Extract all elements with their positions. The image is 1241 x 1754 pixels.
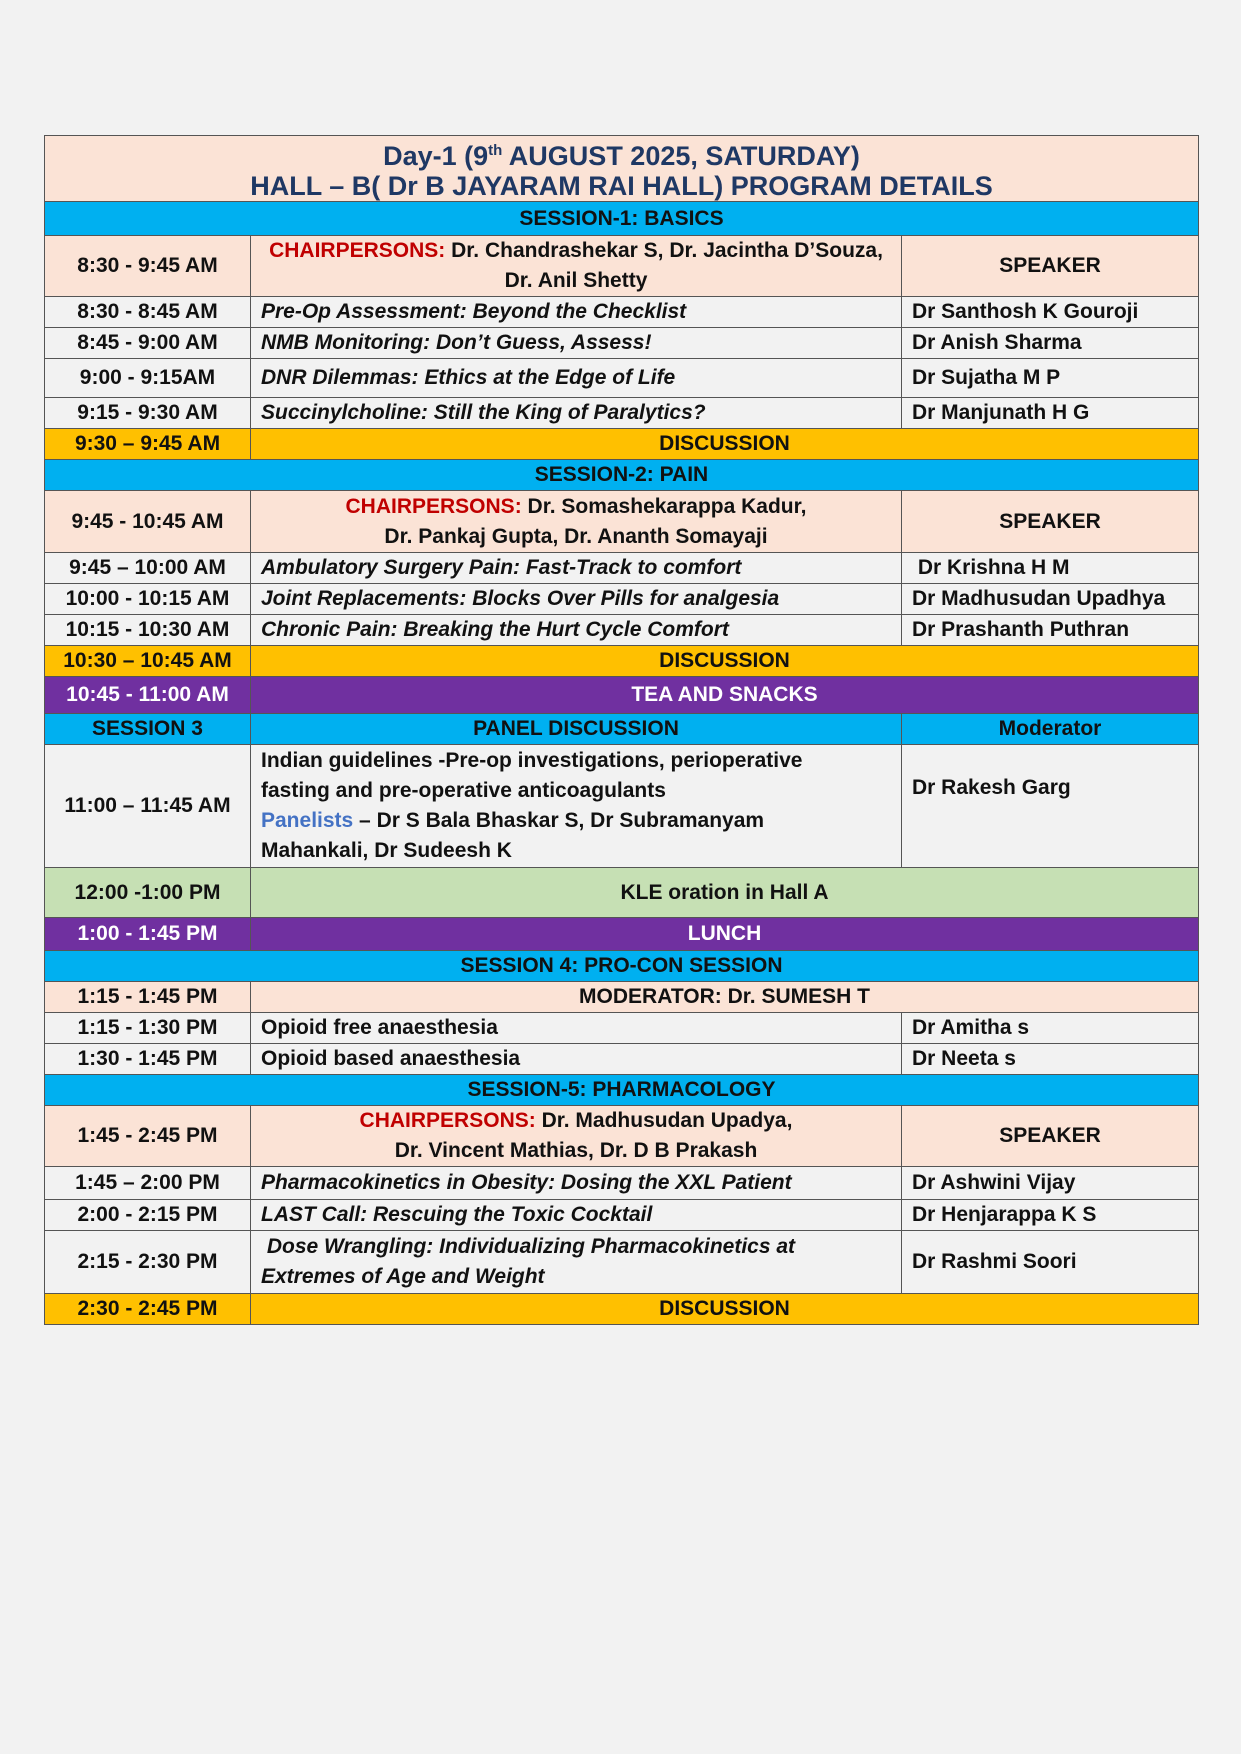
session-1-chair-row [45, 236, 1199, 297]
tea-break-row [45, 677, 1199, 714]
session-time: 1:45 - 2:45 PM [45, 1106, 251, 1167]
talk-topic: Ambulatory Surgery Pain: Fast-Track to comfort [251, 553, 902, 584]
talk-topic: Opioid based anaesthesia [251, 1044, 902, 1075]
lunch-label: LUNCH [251, 918, 1199, 951]
talk-row [45, 1044, 1199, 1075]
discussion-label: DISCUSSION [251, 1294, 1199, 1325]
talk-time: 9:00 - 9:15AM [45, 359, 251, 398]
talk-speaker: Dr Manjunath H G [902, 398, 1199, 429]
talk-topic: Opioid free anaesthesia [251, 1013, 902, 1044]
chair-label: CHAIRPERSONS: [359, 1109, 536, 1132]
panel-discussion-row [45, 745, 1199, 868]
talk-row [45, 1013, 1199, 1044]
discussion-label: DISCUSSION [251, 429, 1199, 460]
discussion-row [45, 429, 1199, 460]
panel-topic-line2: fasting and pre-operative anticoagulants [261, 779, 666, 802]
session-title: SESSION-1: BASICS [45, 202, 1199, 236]
title-row [45, 136, 1199, 202]
session-2-header [45, 460, 1199, 491]
session-title: SESSION-2: PAIN [45, 460, 1199, 491]
talk-speaker: Dr Anish Sharma [902, 328, 1199, 359]
talk-speaker: Dr Neeta s [902, 1044, 1199, 1075]
session-1-header [45, 202, 1199, 236]
talk-topic: DNR Dilemmas: Ethics at the Edge of Life [251, 359, 902, 398]
talk-speaker: Dr Sujatha M P [902, 359, 1199, 398]
discussion-label: DISCUSSION [251, 646, 1199, 677]
panel-discussion-label: PANEL DISCUSSION [251, 714, 902, 745]
discussion-time: 9:30 – 9:45 AM [45, 429, 251, 460]
talk-speaker: Dr Santhosh K Gouroji [902, 297, 1199, 328]
title-line1-post: AUGUST 2025, SATURDAY) [502, 141, 860, 171]
talk-row [45, 1231, 1199, 1294]
discussion-time: 10:30 – 10:45 AM [45, 646, 251, 677]
chairpersons [251, 1106, 902, 1167]
talk-time: 1:30 - 1:45 PM [45, 1044, 251, 1075]
talk-time: 10:00 - 10:15 AM [45, 584, 251, 615]
talk-topic: Succinylcholine: Still the King of Paralytics? [251, 398, 902, 429]
session-time: 1:15 - 1:45 PM [45, 982, 251, 1013]
speaker-header: SPEAKER [902, 491, 1199, 553]
talk-topic: Joint Replacements: Blocks Over Pills for analgesia [251, 584, 902, 615]
program-table [44, 135, 1199, 1325]
session-5-chair-row [45, 1106, 1199, 1167]
panel-topic-line1: Indian guidelines -Pre-op investigations, perioperative [261, 749, 803, 772]
discussion-row [45, 1294, 1199, 1325]
session-4-header [45, 951, 1199, 982]
talk-row [45, 1167, 1199, 1200]
panelists-label: Panelists [261, 809, 354, 832]
chair-names-2: Dr. Anil Shetty [504, 269, 648, 292]
session-time: 9:45 - 10:45 AM [45, 491, 251, 553]
chair-names-2: Dr. Pankaj Gupta, Dr. Ananth Somayaji [384, 524, 768, 548]
panelists-names-1: – Dr S Bala Bhaskar S, Dr Subramanyam [353, 809, 765, 832]
talk-speaker: Dr Krishna H M [902, 553, 1199, 584]
discussion-time: 2:30 - 2:45 PM [45, 1294, 251, 1325]
talk-topic: NMB Monitoring: Don’t Guess, Assess! [251, 328, 902, 359]
talk-time: 1:15 - 1:30 PM [45, 1013, 251, 1044]
talk-topic: Chronic Pain: Breaking the Hurt Cycle Comfort [251, 615, 902, 646]
speaker-header: SPEAKER [902, 1106, 1199, 1167]
session-title: SESSION-5: PHARMACOLOGY [45, 1075, 1199, 1106]
talk-row [45, 584, 1199, 615]
chair-names-1: Dr. Chandrashekar S, Dr. Jacintha D’Souza, [445, 239, 883, 262]
session-4-moderator-row [45, 982, 1199, 1013]
session-4-moderator: MODERATOR: Dr. SUMESH T [251, 982, 1199, 1013]
talk-topic-line2: Extremes of Age and Weight [261, 1265, 545, 1288]
session-3-header [45, 714, 1199, 745]
moderator-header: Moderator [902, 714, 1199, 745]
talk-speaker: Dr Rashmi Soori [902, 1231, 1199, 1294]
oration-row [45, 868, 1199, 918]
talk-speaker: Dr Prashanth Puthran [902, 615, 1199, 646]
lunch-row [45, 918, 1199, 951]
talk-topic: Pre-Op Assessment: Beyond the Checklist [251, 297, 902, 328]
talk-row [45, 615, 1199, 646]
talk-time: 2:00 - 2:15 PM [45, 1200, 251, 1231]
talk-speaker: Dr Henjarappa K S [902, 1200, 1199, 1231]
talk-speaker: Dr Madhusudan Upadhya [902, 584, 1199, 615]
talk-topic-line1: Dose Wrangling: Individualizing Pharmacokinetics at [261, 1235, 796, 1258]
talk-topic: LAST Call: Rescuing the Toxic Cocktail [251, 1200, 902, 1231]
session-title: SESSION 4: PRO-CON SESSION [45, 951, 1199, 982]
speaker-header: SPEAKER [902, 236, 1199, 297]
panelists-names-2: Mahankali, Dr Sudeesh K [261, 839, 512, 862]
chairpersons [251, 491, 902, 553]
chairpersons [251, 236, 902, 297]
talk-row [45, 398, 1199, 429]
chair-names-1: Dr. Somashekarappa Kadur, [521, 494, 807, 518]
panel-topic [251, 745, 902, 868]
chair-names-1: Dr. Madhusudan Upadya, [535, 1109, 793, 1132]
talk-topic [251, 1231, 902, 1294]
title-line1-pre: Day-1 (9 [383, 141, 489, 171]
talk-time: 8:30 - 8:45 AM [45, 297, 251, 328]
session-2-chair-row [45, 491, 1199, 553]
talk-time: 2:15 - 2:30 PM [45, 1231, 251, 1294]
oration-label: KLE oration in Hall A [251, 868, 1199, 918]
talk-row [45, 1200, 1199, 1231]
talk-time: 10:15 - 10:30 AM [45, 615, 251, 646]
talk-time: 9:45 – 10:00 AM [45, 553, 251, 584]
session-5-header [45, 1075, 1199, 1106]
tea-label: TEA AND SNACKS [251, 677, 1199, 714]
tea-time: 10:45 - 11:00 AM [45, 677, 251, 714]
talk-time: 8:45 - 9:00 AM [45, 328, 251, 359]
chair-names-2: Dr. Vincent Mathias, Dr. D B Prakash [394, 1139, 758, 1162]
program-title [45, 136, 1199, 202]
talk-speaker: Dr Amitha s [902, 1013, 1199, 1044]
oration-time: 12:00 -1:00 PM [45, 868, 251, 918]
title-line2: HALL – B( Dr B JAYARAM RAI HALL) PROGRAM DETAILS [250, 171, 993, 201]
talk-time: 1:45 – 2:00 PM [45, 1167, 251, 1200]
panel-time: 11:00 – 11:45 AM [45, 745, 251, 868]
talk-topic: Pharmacokinetics in Obesity: Dosing the XXL Patient [251, 1167, 902, 1200]
discussion-row [45, 646, 1199, 677]
talk-row [45, 297, 1199, 328]
lunch-time: 1:00 - 1:45 PM [45, 918, 251, 951]
title-line1-sup: th [488, 142, 503, 159]
talk-row [45, 328, 1199, 359]
talk-row [45, 359, 1199, 398]
talk-row [45, 553, 1199, 584]
chair-label: CHAIRPERSONS: [269, 239, 446, 262]
talk-speaker: Dr Ashwini Vijay [902, 1167, 1199, 1200]
session-3-label: SESSION 3 [45, 714, 251, 745]
chair-label: CHAIRPERSONS: [345, 494, 522, 518]
moderator-name: Dr Rakesh Garg [902, 745, 1199, 868]
talk-time: 9:15 - 9:30 AM [45, 398, 251, 429]
session-time: 8:30 - 9:45 AM [45, 236, 251, 297]
